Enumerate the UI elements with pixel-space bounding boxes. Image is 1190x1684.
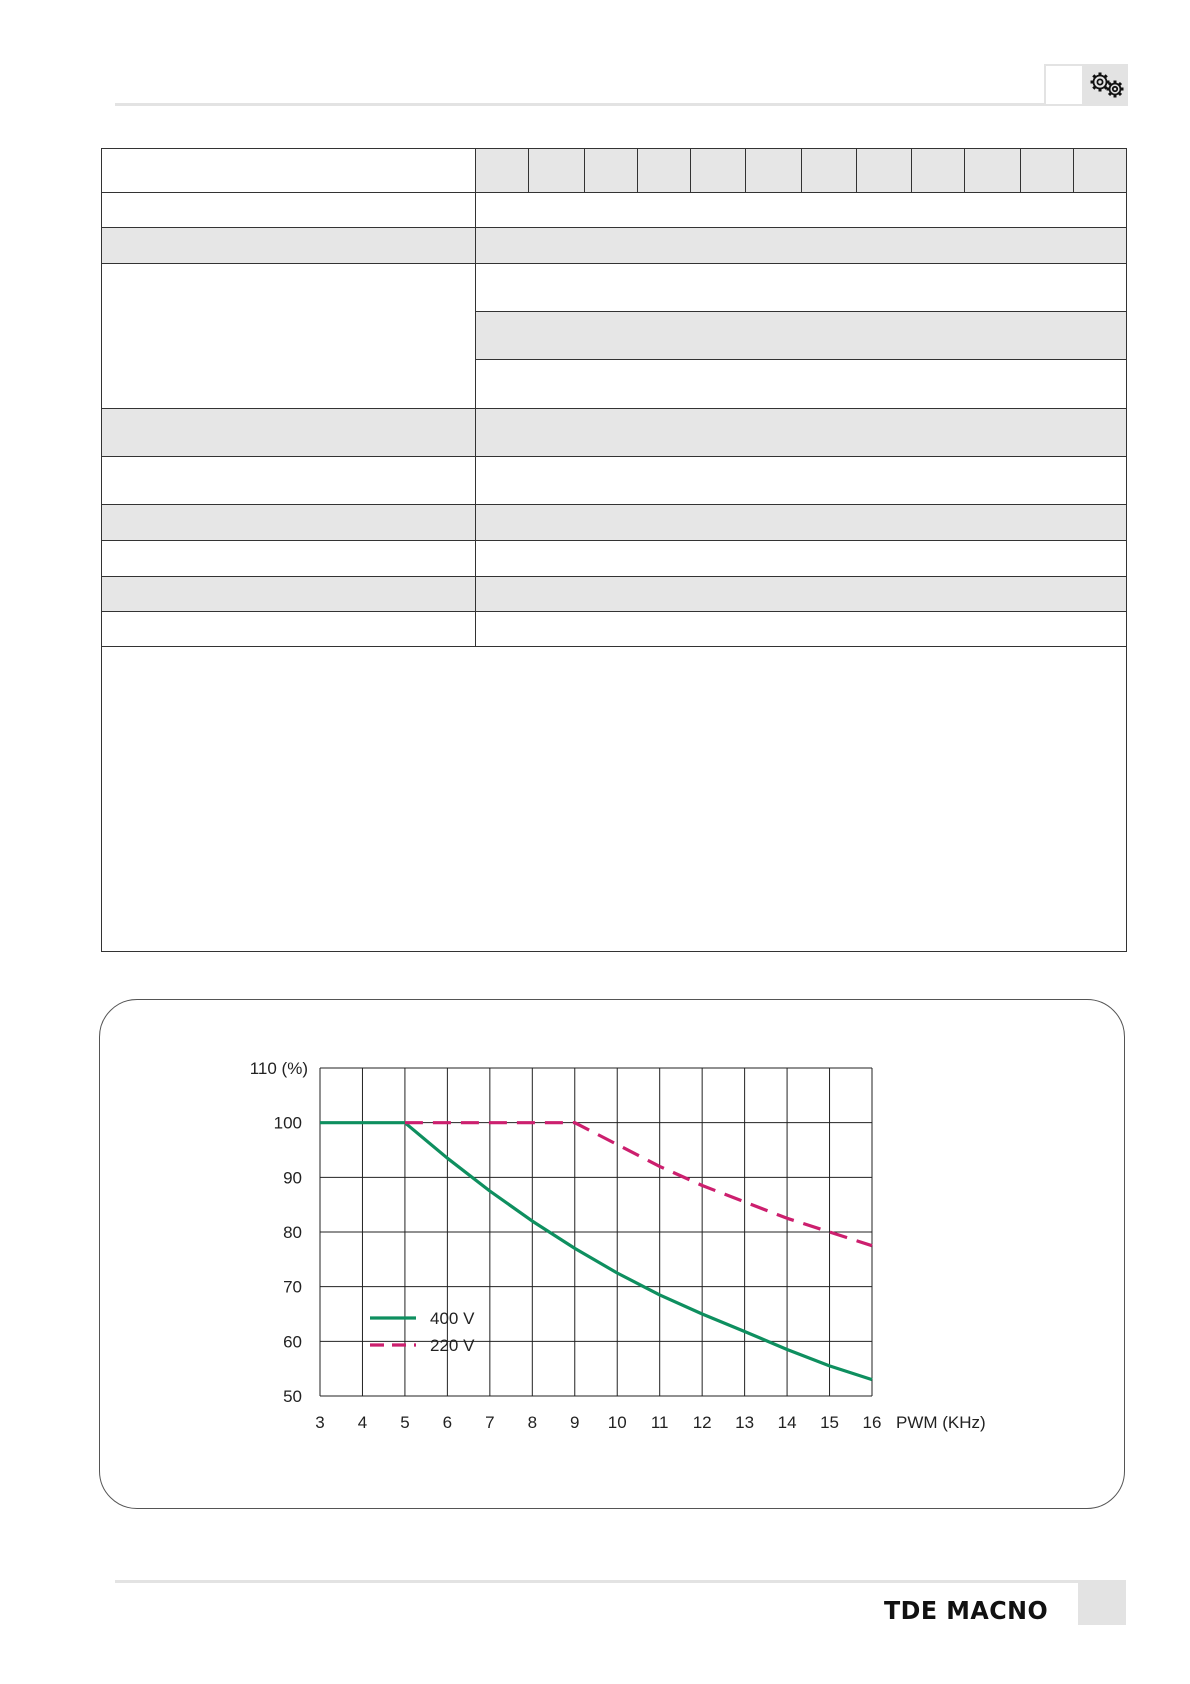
x-tick-label: 3 [315, 1413, 325, 1432]
row-label-cell [102, 457, 476, 504]
model-col [584, 149, 637, 192]
row-value-cell [476, 457, 1126, 504]
table-row-group [102, 264, 1126, 409]
header-icon-tile [1084, 64, 1128, 106]
derating-chart [100, 1000, 1126, 1510]
model-col [690, 149, 745, 192]
y-tick-label: 70 [283, 1277, 302, 1297]
model-columns [476, 149, 1126, 192]
x-tick-label: 10 [607, 1413, 627, 1432]
footer-page-tile [1078, 1581, 1126, 1625]
table-row [102, 228, 1126, 264]
chart-legend [370, 1309, 475, 1355]
x-tick-label: 16 [862, 1413, 882, 1432]
model-col [1020, 149, 1073, 192]
row-label-cell [102, 228, 476, 263]
table-row [102, 505, 1126, 541]
model-col [856, 149, 911, 192]
row-value-cell [476, 505, 1126, 540]
model-col [637, 149, 690, 192]
spec-table [101, 148, 1127, 952]
table-header-row [102, 149, 1126, 193]
row-label-cell [102, 193, 476, 227]
table-row [102, 457, 1126, 505]
header-page-box [1044, 64, 1084, 106]
x-tick-label: 4 [357, 1413, 368, 1432]
x-tick-label: 13 [735, 1413, 755, 1432]
row-value-cell [476, 409, 1126, 456]
gears-icon [1088, 69, 1126, 101]
chart-grid [320, 1068, 872, 1396]
x-tick-label: 12 [692, 1413, 712, 1432]
y-tick-label: 60 [283, 1332, 302, 1352]
y-tick-label: 100 [273, 1113, 302, 1133]
model-col [745, 149, 800, 192]
legend-label: 220 V [430, 1336, 475, 1355]
y-tick-label: 110 (%) [249, 1059, 308, 1078]
x-tick-label: 8 [527, 1413, 538, 1432]
row-value-cell [476, 577, 1126, 611]
row-label-cell [102, 505, 476, 540]
row-value-cell [476, 228, 1126, 263]
x-tick-label: 6 [442, 1413, 453, 1432]
table-row [102, 612, 1126, 647]
table-row [102, 409, 1126, 457]
table-row [102, 541, 1126, 577]
notes-area [102, 647, 1126, 951]
x-tick-label: 7 [485, 1413, 495, 1432]
model-col [1073, 149, 1126, 192]
row-value-cell [476, 193, 1126, 227]
table-row [102, 577, 1126, 612]
model-col [911, 149, 964, 192]
row-label-cell [102, 577, 476, 611]
row-label-cell [102, 264, 476, 408]
model-col [476, 149, 528, 192]
x-tick-labels [315, 1413, 881, 1432]
header-label-cell [102, 149, 476, 192]
model-col [964, 149, 1019, 192]
y-tick-label: 90 [283, 1168, 302, 1188]
x-tick-label: 5 [400, 1413, 410, 1432]
row-label-cell [102, 409, 476, 456]
x-tick-label: 14 [777, 1413, 797, 1432]
legend-label: 400 V [430, 1309, 475, 1328]
x-tick-label: 15 [820, 1413, 839, 1432]
row-label-cell [102, 612, 476, 646]
brand-logo: TDE MACNO [884, 1596, 1049, 1625]
header-rule [115, 103, 1126, 106]
y-tick-labels [250, 1059, 308, 1406]
y-tick-label: 50 [283, 1387, 302, 1406]
x-axis-label: PWM (KHz) [896, 1413, 986, 1432]
x-tick-label: 11 [650, 1413, 669, 1432]
series-line-220v [405, 1123, 872, 1246]
row-label-cell [102, 541, 476, 576]
y-tick-label: 80 [283, 1223, 302, 1242]
row-value-cell [476, 612, 1126, 646]
footer-rule [115, 1580, 1126, 1583]
model-col [528, 149, 583, 192]
x-tick-label: 9 [570, 1413, 580, 1432]
sub-row [476, 264, 1126, 312]
sub-row [476, 312, 1126, 360]
chart-panel [99, 999, 1125, 1509]
model-col [801, 149, 856, 192]
table-row [102, 193, 1126, 228]
row-value-cell [476, 541, 1126, 576]
